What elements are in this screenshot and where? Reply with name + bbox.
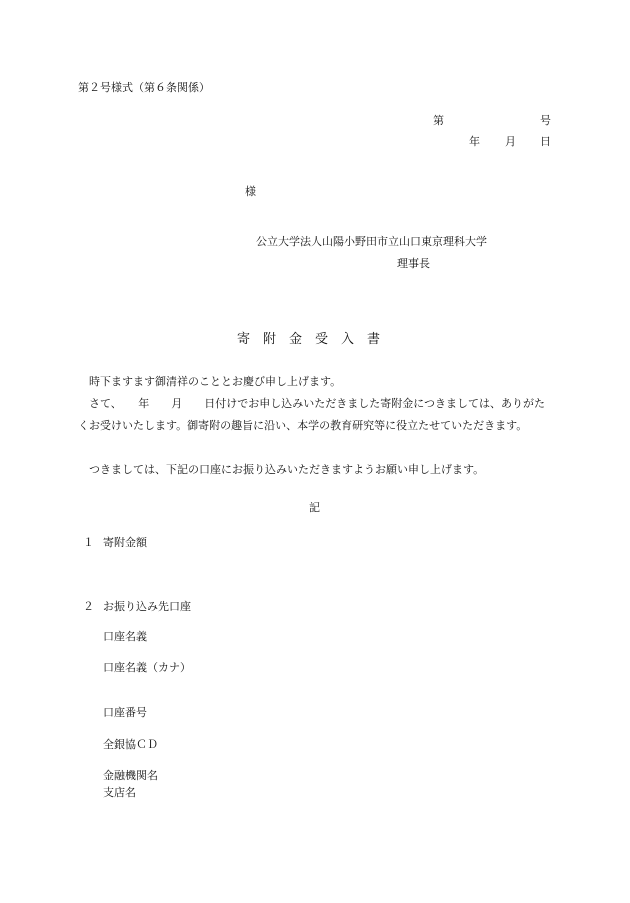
date-month: 月	[505, 135, 516, 148]
item-1-number: １	[83, 536, 94, 549]
ki-heading: 記	[309, 501, 320, 514]
field-account-number: 口座番号	[103, 706, 147, 719]
field-zengin-code: 全銀協ＣＤ	[103, 738, 158, 751]
field-bank-name: 金融機関名	[103, 769, 158, 782]
issuer-organization: 公立大学法人山陽小野田市立山口東京理科大学	[256, 235, 487, 248]
item-2-number: ２	[83, 600, 94, 613]
date-year: 年	[469, 135, 480, 148]
form-label: 第２号様式（第６条関係）	[78, 81, 210, 94]
date-day: 日	[540, 135, 551, 148]
document-title: 寄附金受入書	[236, 332, 393, 347]
field-account-name: 口座名義	[103, 630, 147, 643]
field-account-name-kana: 口座名義（カナ）	[103, 661, 191, 674]
field-branch-name: 支店名	[103, 786, 136, 799]
thanks-paragraph: さて、 年 月 日付けでお申し込みいただきました寄附金につきましては、ありがたくお受けいたします。御寄附の趣旨に沿い、本学の教育研究等に役立たせていただきます。	[78, 397, 546, 432]
recipient-suffix: 様	[245, 185, 256, 198]
doc-number-suffix: 号	[540, 114, 551, 127]
greeting-paragraph: 時下ますます御清祥のこととお慶び申し上げます。	[89, 375, 342, 388]
item-1-label: 寄附金額	[103, 536, 147, 549]
issuer-title: 理事長	[397, 257, 430, 270]
doc-number-prefix: 第	[433, 114, 444, 127]
item-2-label: お振り込み先口座	[103, 600, 191, 613]
request-paragraph: つきましては、下記の口座にお振り込みいただきますようお願い申し上げます。	[89, 463, 485, 476]
